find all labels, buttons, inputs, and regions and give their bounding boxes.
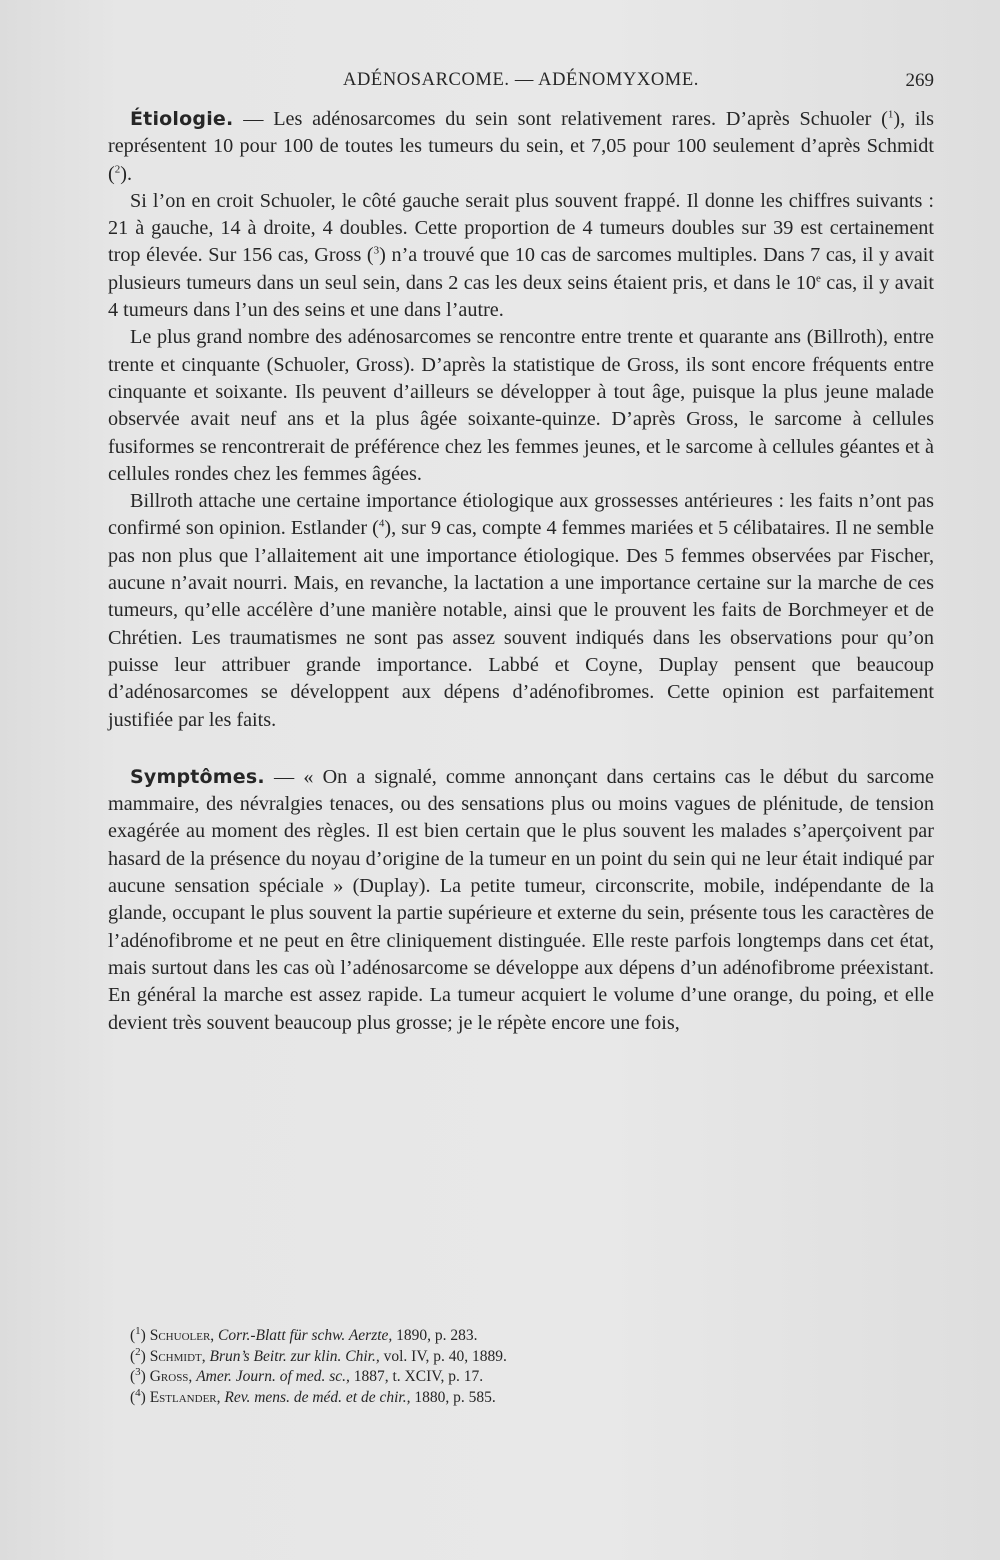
etiologie-paragraph-2 xyxy=(108,188,934,324)
footnote-ref-2: 2 xyxy=(114,162,121,175)
footnote-1: ($^1$) Schuoler, Corr.-Blatt für schw. Aerzte, 1890, p. 283. xyxy=(130,1324,478,1344)
footnote-mark: 1 xyxy=(135,1324,141,1337)
page-number: 269 xyxy=(905,70,934,91)
footnote-work: Brun’s Beitr. zur klin. Chir., xyxy=(209,1347,380,1365)
footnote-ref-4: 4 xyxy=(378,517,385,530)
main-text xyxy=(108,106,934,1037)
footnote-ref-1: 1 xyxy=(887,108,894,121)
text-run: ), sur 9 cas, compte 4 femmes mariées et 5 célibataires. Il ne semble pas non plus que l’allaitement ait une importance étiologique. Des 5 femmes observées par Fischer, aucune n’avait nourri. Mais, en revanche, la lactation a une importance certaine sur la marche de ces tumeurs, qu’elle accélère d’une manière notable, ainsi que le prouvent les faits de Borchmeyer et de Chrétien. Les traumatismes ne sont pas assez souvent indiqués dans les observations pour qu’on puisse leur attribuer grande importance. Labbé et Coyne, Duplay pensent que beaucoup d’adénosarcomes se développent aux dépens d’adénofibromes. Cette opinion est parfaitement justifiée par les faits. xyxy=(108,517,934,731)
running-title: ADÉNOSARCOME. — ADÉNOMYXOME. xyxy=(343,70,699,90)
text-run: Si l’on en croit Schuoler, le côté gauche serait plus souvent frappé. Il donne les chiffres suivants : 21 à gauche, 14 à droite, 4 doubles. Cette proportion de 4 tumeurs doubles sur 39 est certainement trop élevée. Sur 156 cas, Gross ( xyxy=(108,189,934,267)
footnote-author: Schuoler, xyxy=(149,1327,215,1344)
footnote-author: Schmidt, xyxy=(149,1347,206,1365)
footnote-ref-3: 3 xyxy=(373,244,380,257)
text-run: — Les adénosarcomes du sein sont relativement rares. D’après Schuoler ( xyxy=(233,108,888,130)
footnote-mark: 2 xyxy=(135,1345,141,1358)
footnote-2: ($^2$) Schmidt, Brun’s Beitr. zur klin. Chir., vol. IV, p. 40, 1889. xyxy=(130,1345,507,1365)
text-run: cas, il y avait 4 tumeurs dans l’un des seins et une dans l’autre. xyxy=(108,271,934,322)
footnote-work: Amer. Journ. of med. sc., xyxy=(196,1368,350,1385)
text-run: ). xyxy=(120,162,133,185)
footnote-details: vol. IV, p. 40, 1889. xyxy=(379,1347,507,1365)
symptomes-paragraph-1 xyxy=(108,764,934,1037)
footnote-mark: 4 xyxy=(135,1386,141,1399)
footnote-4: ($^4$) Estlander, Rev. mens. de méd. et de chir., 1880, p. 585. xyxy=(130,1386,496,1406)
footnote-mark: 3 xyxy=(135,1365,141,1378)
footnote-work: Corr.-Blatt für schw. Aerzte, xyxy=(218,1327,393,1344)
text-run: ) n’a trouvé que 10 cas de sarcomes multiples. Dans 7 cas, il y avait plusieurs tumeurs dans un seul sein, dans 2 cas les deux seins étaient pris, et dans le 10 xyxy=(108,244,934,294)
text-run: Billroth attache une certaine importance étiologique aux grossesses antérieures : les faits n’ont pas confirmé son opinion. Estlander ( xyxy=(108,490,934,540)
etiologie-paragraph-1 xyxy=(108,106,934,188)
footnote-author: Gross, xyxy=(149,1368,193,1385)
text-run: ), ils représentent 10 pour 100 de toutes les tumeurs du sein, et 7,05 pour 100 seulement d’après Schmidt ( xyxy=(108,108,934,185)
footnote-work: Rev. mens. de méd. et de chir., xyxy=(224,1388,411,1406)
footnote-details: 1890, p. 283. xyxy=(392,1327,478,1344)
footnotes xyxy=(130,1326,870,1408)
etiologie-heading: Étiologie. xyxy=(130,108,234,130)
etiologie-paragraph-4 xyxy=(108,488,934,734)
footnote-details: 1887, t. XCIV, p. 17. xyxy=(349,1368,484,1385)
text-run: — « On a signalé, comme annonçant dans certains cas le début du sarcome mammaire, des névralgies tenaces, ou des sensations plus ou moins vagues de plénitude, de tension exagérée au moment des règles. Il est bien certain que le plus souvent les malades s’aperçoivent par hasard de la présence du noyau d’origine de la tumeur en un point du sein qui ne leur était indiqué par aucune sensation spéciale » (Duplay). La petite tumeur, circonscrite, mobile, indépendante de la glande, occupant le plus souvent la partie supérieure et externe du sein, présente tous les caractères de l’adénofibrome et ne peut en être cliniquement distinguée. Elle reste parfois longtemps dans cet état, mais surtout dans les cas où l’adénosarcome se développe aux dépens d’un adénofibrome préexistant. En général la marche est assez rapide. La tumeur acquiert le volume d’une orange, du poing, et elle devient très souvent beaucoup plus grosse; je le répète encore une fois, xyxy=(108,765,934,1034)
symptomes-heading: Symptômes. xyxy=(130,765,265,788)
running-head xyxy=(108,70,934,102)
footnote-details: 1880, p. 585. xyxy=(410,1388,496,1406)
etiologie-paragraph-3: Le plus grand nombre des adénosarcomes se rencontre entre trente et quarante ans (Billroth), entre trente et cinquante (Schuoler, Gross). D’après la statistique de Gross, ils sont encore fréquents entre cinquante et soixante. Ils peuvent d’ailleurs se développer à tout âge, puisque la plus jeune malade observée avait neuf ans et la plus âgée soixante-quinze. D’après Gross, le sarcome à cellules fusiformes se rencontrerait de préférence chez les femmes jeunes, et le sarcome à cellules géantes et à cellules rondes chez les femmes âgées. xyxy=(108,326,934,485)
ordinal-superscript: e xyxy=(815,272,821,285)
footnote-3: ($^3$) Gross, Amer. Journ. of med. sc., 1887, t. XCIV, p. 17. xyxy=(130,1365,484,1385)
footnote-author: Estlander, xyxy=(149,1388,221,1406)
